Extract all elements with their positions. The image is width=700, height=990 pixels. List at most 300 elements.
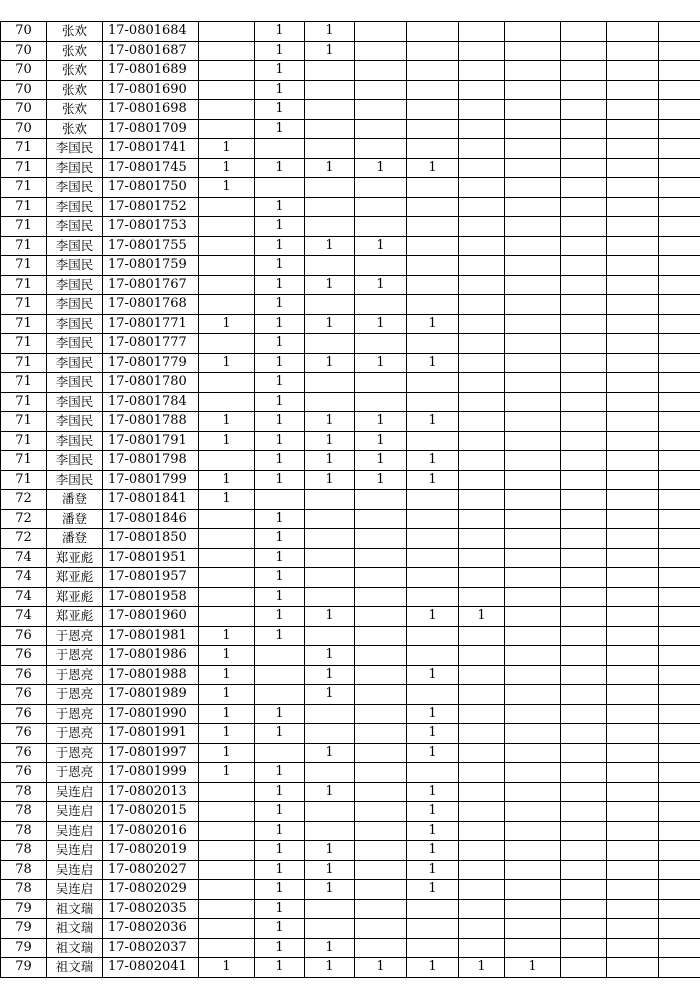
mark-cell <box>659 665 700 685</box>
name-cell: 于恩亮 <box>47 626 103 646</box>
mark-cell <box>355 626 407 646</box>
mark-cell <box>355 100 407 120</box>
mark-cell: 1 <box>199 158 255 178</box>
mark-cell <box>659 802 700 822</box>
mark-cell <box>305 763 355 783</box>
mark-cell <box>659 782 700 802</box>
mark-cell <box>607 373 659 393</box>
mark-cell: 1 <box>305 275 355 295</box>
mark-cell <box>355 665 407 685</box>
mark-cell: 1 <box>255 626 305 646</box>
mark-cell <box>355 197 407 217</box>
mark-cell <box>505 568 561 588</box>
mark-cell <box>355 938 407 958</box>
mark-cell <box>355 139 407 159</box>
mark-cell: 1 <box>355 353 407 373</box>
mark-cell: 1 <box>407 412 459 432</box>
mark-cell <box>459 41 505 61</box>
mark-cell <box>561 938 607 958</box>
mark-cell <box>199 899 255 919</box>
mark-cell <box>459 139 505 159</box>
name-cell: 郑亚彪 <box>47 548 103 568</box>
row-number-cell: 76 <box>1 626 47 646</box>
mark-cell <box>199 22 255 42</box>
mark-cell <box>355 548 407 568</box>
mark-cell <box>561 295 607 315</box>
code-cell: 17-0802041 <box>103 958 199 978</box>
mark-cell: 1 <box>255 548 305 568</box>
mark-cell <box>561 392 607 412</box>
mark-cell: 1 <box>407 158 459 178</box>
mark-cell: 1 <box>255 373 305 393</box>
table-row <box>1 256 700 276</box>
mark-cell <box>255 665 305 685</box>
row-number-cell: 70 <box>1 80 47 100</box>
mark-cell <box>505 529 561 549</box>
mark-cell <box>305 100 355 120</box>
mark-cell <box>459 373 505 393</box>
table-row <box>1 685 700 705</box>
mark-cell <box>505 782 561 802</box>
mark-cell: 1 <box>305 860 355 880</box>
mark-cell <box>199 607 255 627</box>
table-row <box>1 100 700 120</box>
mark-cell: 1 <box>255 568 305 588</box>
name-cell: 于恩亮 <box>47 743 103 763</box>
mark-cell <box>199 61 255 81</box>
mark-cell <box>459 529 505 549</box>
mark-cell <box>505 607 561 627</box>
mark-cell <box>305 256 355 276</box>
mark-cell <box>407 392 459 412</box>
name-cell: 祖文瑞 <box>47 958 103 978</box>
mark-cell <box>255 178 305 198</box>
mark-cell: 1 <box>255 334 305 354</box>
mark-cell <box>505 899 561 919</box>
mark-cell <box>505 938 561 958</box>
code-cell: 17-0801989 <box>103 685 199 705</box>
mark-cell <box>305 61 355 81</box>
mark-cell <box>561 841 607 861</box>
code-cell: 17-0801779 <box>103 353 199 373</box>
table-row <box>1 178 700 198</box>
row-number-cell: 71 <box>1 334 47 354</box>
mark-cell: 1 <box>305 431 355 451</box>
mark-cell <box>607 80 659 100</box>
mark-cell <box>659 821 700 841</box>
mark-cell <box>407 431 459 451</box>
mark-cell <box>407 919 459 939</box>
row-number-cell: 71 <box>1 392 47 412</box>
mark-cell: 1 <box>255 470 305 490</box>
mark-cell: 1 <box>255 197 305 217</box>
mark-cell <box>659 158 700 178</box>
mark-cell <box>505 392 561 412</box>
mark-cell <box>607 178 659 198</box>
name-cell: 李国民 <box>47 373 103 393</box>
table-body <box>1 22 700 978</box>
mark-cell <box>199 197 255 217</box>
mark-cell: 1 <box>407 353 459 373</box>
mark-cell <box>659 470 700 490</box>
mark-cell <box>199 782 255 802</box>
name-cell: 张欢 <box>47 61 103 81</box>
mark-cell <box>255 490 305 510</box>
mark-cell <box>561 763 607 783</box>
mark-cell <box>607 334 659 354</box>
mark-cell <box>659 100 700 120</box>
mark-cell <box>459 22 505 42</box>
code-cell: 17-0801999 <box>103 763 199 783</box>
mark-cell <box>659 919 700 939</box>
table-row <box>1 119 700 139</box>
name-cell: 吴连启 <box>47 782 103 802</box>
table-row <box>1 802 700 822</box>
mark-cell <box>561 100 607 120</box>
name-cell: 李国民 <box>47 392 103 412</box>
mark-cell <box>459 665 505 685</box>
mark-cell <box>607 743 659 763</box>
mark-cell <box>561 821 607 841</box>
mark-cell <box>199 919 255 939</box>
mark-cell: 1 <box>355 275 407 295</box>
mark-cell <box>459 763 505 783</box>
code-cell: 17-0801759 <box>103 256 199 276</box>
name-cell: 张欢 <box>47 119 103 139</box>
code-cell: 17-0801689 <box>103 61 199 81</box>
mark-cell: 1 <box>255 119 305 139</box>
row-number-cell: 79 <box>1 958 47 978</box>
mark-cell <box>607 509 659 529</box>
mark-cell <box>561 899 607 919</box>
code-cell: 17-0801709 <box>103 119 199 139</box>
table-row <box>1 860 700 880</box>
row-number-cell: 71 <box>1 451 47 471</box>
mark-cell: 1 <box>355 236 407 256</box>
mark-cell <box>561 743 607 763</box>
mark-cell: 1 <box>355 958 407 978</box>
mark-cell <box>505 665 561 685</box>
mark-cell <box>199 392 255 412</box>
mark-cell <box>459 314 505 334</box>
mark-cell <box>505 256 561 276</box>
mark-cell: 1 <box>305 353 355 373</box>
table-row <box>1 412 700 432</box>
name-cell: 李国民 <box>47 178 103 198</box>
mark-cell <box>355 607 407 627</box>
mark-cell <box>407 373 459 393</box>
code-cell: 17-0801799 <box>103 470 199 490</box>
mark-cell <box>659 529 700 549</box>
mark-cell: 1 <box>255 763 305 783</box>
mark-cell <box>355 295 407 315</box>
mark-cell <box>607 470 659 490</box>
mark-cell: 1 <box>255 392 305 412</box>
mark-cell <box>607 568 659 588</box>
mark-cell <box>407 61 459 81</box>
mark-cell <box>459 821 505 841</box>
code-cell: 17-0802019 <box>103 841 199 861</box>
mark-cell <box>505 763 561 783</box>
row-number-cell: 72 <box>1 529 47 549</box>
mark-cell <box>459 451 505 471</box>
mark-cell: 1 <box>255 100 305 120</box>
mark-cell <box>459 100 505 120</box>
code-cell: 17-0802013 <box>103 782 199 802</box>
mark-cell <box>355 919 407 939</box>
mark-cell <box>459 412 505 432</box>
mark-cell <box>305 899 355 919</box>
mark-cell <box>659 899 700 919</box>
code-cell: 17-0801850 <box>103 529 199 549</box>
mark-cell <box>355 899 407 919</box>
mark-cell <box>199 587 255 607</box>
table-row <box>1 295 700 315</box>
mark-cell <box>407 80 459 100</box>
mark-cell <box>407 899 459 919</box>
mark-cell: 1 <box>305 607 355 627</box>
mark-cell: 1 <box>255 451 305 471</box>
mark-cell: 1 <box>255 217 305 237</box>
name-cell: 张欢 <box>47 80 103 100</box>
mark-cell <box>561 958 607 978</box>
mark-cell <box>459 685 505 705</box>
mark-cell <box>459 256 505 276</box>
mark-cell <box>659 295 700 315</box>
mark-cell <box>459 80 505 100</box>
mark-cell: 1 <box>255 509 305 529</box>
name-cell: 郑亚彪 <box>47 568 103 588</box>
mark-cell <box>607 529 659 549</box>
name-cell: 郑亚彪 <box>47 607 103 627</box>
mark-cell: 1 <box>199 431 255 451</box>
mark-cell <box>355 529 407 549</box>
code-cell: 17-0801767 <box>103 275 199 295</box>
mark-cell: 1 <box>255 880 305 900</box>
mark-cell <box>659 373 700 393</box>
mark-cell <box>305 919 355 939</box>
mark-cell <box>607 431 659 451</box>
mark-cell <box>659 197 700 217</box>
mark-cell <box>355 80 407 100</box>
mark-cell <box>607 197 659 217</box>
mark-cell <box>305 490 355 510</box>
mark-cell: 1 <box>255 431 305 451</box>
mark-cell <box>505 646 561 666</box>
mark-cell <box>505 119 561 139</box>
mark-cell <box>305 821 355 841</box>
mark-cell <box>561 217 607 237</box>
mark-cell <box>561 334 607 354</box>
mark-cell <box>305 704 355 724</box>
mark-cell <box>355 119 407 139</box>
mark-cell: 1 <box>407 743 459 763</box>
mark-cell <box>407 236 459 256</box>
mark-cell <box>305 509 355 529</box>
mark-cell: 1 <box>255 412 305 432</box>
name-cell: 吴连启 <box>47 841 103 861</box>
mark-cell <box>255 139 305 159</box>
mark-cell <box>407 139 459 159</box>
row-number-cell: 74 <box>1 587 47 607</box>
mark-cell <box>407 178 459 198</box>
mark-cell <box>561 41 607 61</box>
mark-cell <box>561 353 607 373</box>
mark-cell <box>407 295 459 315</box>
mark-cell: 1 <box>199 353 255 373</box>
code-cell: 17-0801752 <box>103 197 199 217</box>
mark-cell <box>355 685 407 705</box>
mark-cell <box>607 724 659 744</box>
mark-cell <box>659 178 700 198</box>
row-number-cell: 76 <box>1 763 47 783</box>
mark-cell <box>459 724 505 744</box>
code-cell: 17-0801745 <box>103 158 199 178</box>
mark-cell: 1 <box>255 22 305 42</box>
mark-cell <box>255 685 305 705</box>
table-row <box>1 529 700 549</box>
mark-cell: 1 <box>459 958 505 978</box>
mark-cell: 1 <box>407 724 459 744</box>
mark-cell <box>561 139 607 159</box>
mark-cell <box>255 743 305 763</box>
mark-cell <box>607 899 659 919</box>
name-cell: 李国民 <box>47 217 103 237</box>
name-cell: 李国民 <box>47 158 103 178</box>
mark-cell <box>505 841 561 861</box>
mark-cell <box>659 490 700 510</box>
mark-cell <box>199 938 255 958</box>
mark-cell <box>459 470 505 490</box>
mark-cell <box>505 314 561 334</box>
mark-cell: 1 <box>199 958 255 978</box>
mark-cell <box>305 626 355 646</box>
mark-cell <box>355 782 407 802</box>
code-cell: 17-0801753 <box>103 217 199 237</box>
mark-cell <box>199 275 255 295</box>
code-cell: 17-0801777 <box>103 334 199 354</box>
mark-cell: 1 <box>255 899 305 919</box>
name-cell: 于恩亮 <box>47 665 103 685</box>
mark-cell: 1 <box>255 782 305 802</box>
name-cell: 李国民 <box>47 412 103 432</box>
mark-cell: 1 <box>407 451 459 471</box>
mark-cell <box>459 119 505 139</box>
row-number-cell: 71 <box>1 275 47 295</box>
mark-cell <box>199 119 255 139</box>
mark-cell <box>561 607 607 627</box>
mark-cell <box>305 217 355 237</box>
mark-cell <box>407 548 459 568</box>
table-row <box>1 743 700 763</box>
mark-cell <box>199 100 255 120</box>
mark-cell <box>659 431 700 451</box>
mark-cell <box>505 80 561 100</box>
code-cell: 17-0802037 <box>103 938 199 958</box>
mark-cell: 1 <box>407 782 459 802</box>
table-row <box>1 607 700 627</box>
mark-cell <box>561 22 607 42</box>
mark-cell: 1 <box>255 295 305 315</box>
mark-cell <box>407 217 459 237</box>
row-number-cell: 76 <box>1 685 47 705</box>
mark-cell <box>607 119 659 139</box>
mark-cell <box>561 587 607 607</box>
mark-cell <box>199 802 255 822</box>
mark-cell <box>305 119 355 139</box>
table-row <box>1 782 700 802</box>
mark-cell <box>305 802 355 822</box>
mark-cell <box>459 919 505 939</box>
mark-cell: 1 <box>305 412 355 432</box>
row-number-cell: 78 <box>1 782 47 802</box>
code-cell: 17-0801990 <box>103 704 199 724</box>
mark-cell <box>407 22 459 42</box>
mark-cell <box>505 61 561 81</box>
mark-cell <box>561 197 607 217</box>
row-number-cell: 71 <box>1 353 47 373</box>
row-number-cell: 71 <box>1 470 47 490</box>
mark-cell: 1 <box>255 256 305 276</box>
name-cell: 李国民 <box>47 256 103 276</box>
mark-cell: 1 <box>255 353 305 373</box>
code-cell: 17-0801698 <box>103 100 199 120</box>
mark-cell <box>659 880 700 900</box>
mark-cell <box>199 529 255 549</box>
mark-cell <box>659 217 700 237</box>
mark-cell <box>459 880 505 900</box>
code-cell: 17-0801991 <box>103 724 199 744</box>
mark-cell <box>505 275 561 295</box>
mark-cell <box>659 412 700 432</box>
mark-cell: 1 <box>305 841 355 861</box>
mark-cell <box>561 724 607 744</box>
mark-cell: 1 <box>305 646 355 666</box>
mark-cell <box>561 80 607 100</box>
mark-cell <box>459 490 505 510</box>
table-row <box>1 275 700 295</box>
table-row <box>1 80 700 100</box>
mark-cell <box>459 353 505 373</box>
mark-cell <box>407 119 459 139</box>
mark-cell: 1 <box>305 782 355 802</box>
mark-cell <box>505 724 561 744</box>
mark-cell <box>407 256 459 276</box>
mark-cell <box>561 412 607 432</box>
mark-cell <box>407 41 459 61</box>
mark-cell <box>607 158 659 178</box>
mark-cell <box>561 860 607 880</box>
name-cell: 李国民 <box>47 470 103 490</box>
mark-cell <box>459 217 505 237</box>
row-number-cell: 71 <box>1 158 47 178</box>
mark-cell <box>561 451 607 471</box>
mark-cell <box>607 451 659 471</box>
table-row <box>1 373 700 393</box>
table-row <box>1 217 700 237</box>
mark-cell <box>607 646 659 666</box>
mark-cell <box>505 236 561 256</box>
mark-cell: 1 <box>199 139 255 159</box>
mark-cell <box>355 509 407 529</box>
mark-cell <box>355 373 407 393</box>
mark-cell <box>199 860 255 880</box>
row-number-cell: 74 <box>1 548 47 568</box>
mark-cell <box>659 41 700 61</box>
code-cell: 17-0801755 <box>103 236 199 256</box>
mark-cell: 1 <box>305 22 355 42</box>
mark-cell <box>659 61 700 81</box>
